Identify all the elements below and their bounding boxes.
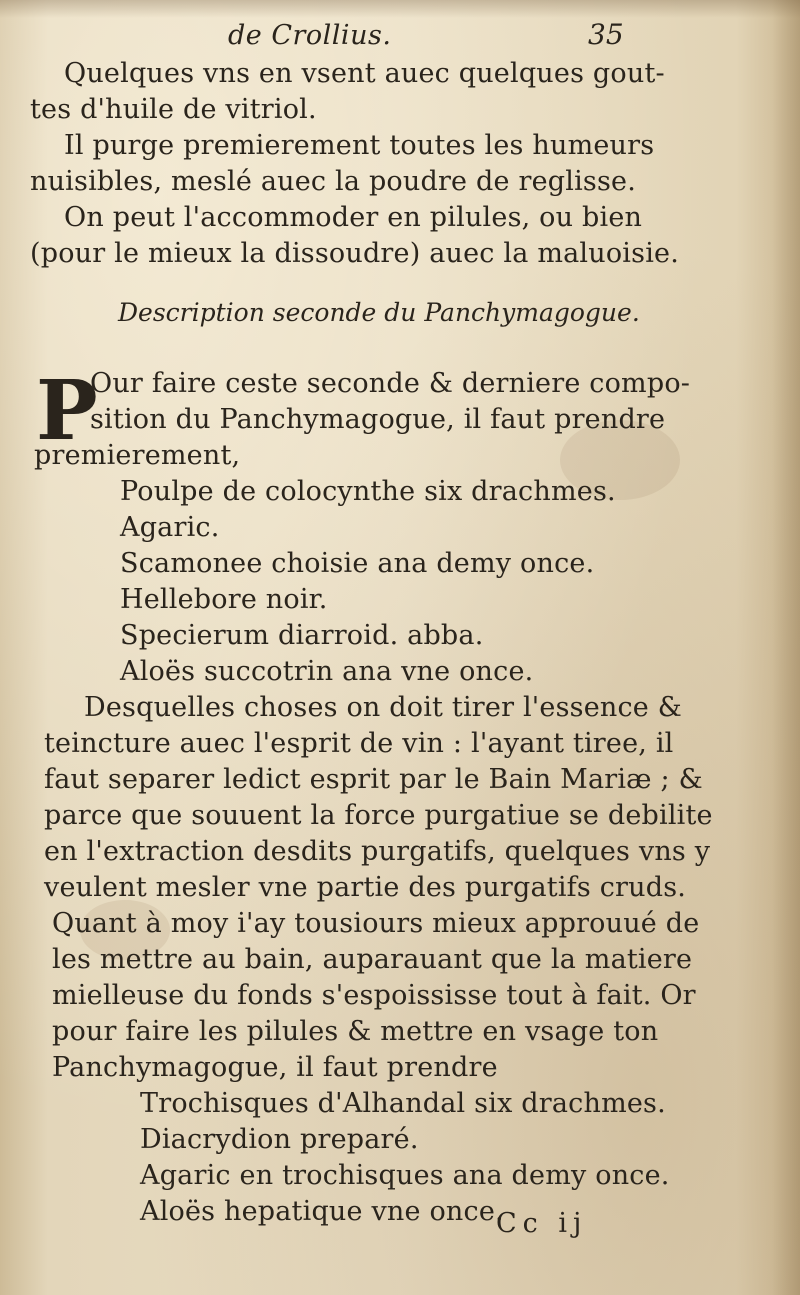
text-line: sition du Panchymagogue, il faut prendre (90, 404, 666, 435)
text-line: Panchymagogue, il faut prendre (52, 1052, 498, 1083)
page-header (0, 14, 800, 54)
text-line: Desquelles choses on doit tirer l'essence & (84, 692, 682, 723)
text-line: mielleuse du fonds s'espoississe tout à fait. Or (52, 980, 696, 1011)
running-title: de Crollius. (228, 20, 392, 51)
page-number: 35 (588, 18, 624, 51)
recipe-line: Agaric. (120, 512, 220, 543)
section-heading: Description seconde du Panchymagogue. (118, 298, 640, 327)
text-line: en l'extraction desdits purgatifs, quelques vns y (44, 836, 711, 867)
recipe-line: Specierum diarroid. abba. (120, 620, 484, 651)
text-line: On peut l'accommoder en pilules, ou bien (64, 202, 643, 233)
text-line: nuisibles, meslé auec la poudre de reglisse. (30, 166, 636, 197)
text-line: teincture auec l'esprit de vin : l'ayant tiree, il (44, 728, 674, 759)
text-line: faut separer ledict esprit par le Bain Mariæ ; & (44, 764, 703, 795)
page-right-shadow (772, 0, 800, 1295)
text-line: premierement, (34, 440, 241, 471)
drop-cap: P (36, 363, 98, 459)
recipe-line: Aloës succotrin ana vne once. (120, 656, 534, 687)
text-line: les mettre au bain, auparauant que la matiere (52, 944, 693, 975)
recipe-line: Trochisques d'Alhandal six drachmes. (140, 1088, 666, 1119)
recipe-line: Aloës hepatique vne once. (140, 1196, 504, 1227)
signature-mark: Cc ij (496, 1208, 588, 1239)
recipe-line: Hellebore noir. (120, 584, 328, 615)
text-line: (pour le mieux la dissoudre) auec la maluoisie. (30, 238, 679, 269)
recipe-line: Poulpe de colocynthe six drachmes. (120, 476, 616, 507)
text-line: Il purge premierement toutes les humeurs (64, 130, 655, 161)
recipe-line: Diacrydion preparé. (140, 1124, 419, 1155)
text-line: pour faire les pilules & mettre en vsage ton (52, 1016, 659, 1047)
recipe-line: Scamonee choisie ana demy once. (120, 548, 595, 579)
text-line: veulent mesler vne partie des purgatifs cruds. (44, 872, 687, 903)
recipe-line: Agaric en trochisques ana demy once. (140, 1160, 670, 1191)
text-line: Quant à moy i'ay tousiours mieux approuué de (52, 908, 700, 939)
text-line: parce que souuent la force purgatiue se debilite (44, 800, 713, 831)
text-line: Our faire ceste seconde & derniere compo- (90, 368, 691, 399)
text-line: Quelques vns en vsent auec quelques gout- (64, 58, 665, 89)
text-line: tes d'huile de vitriol. (30, 94, 317, 125)
